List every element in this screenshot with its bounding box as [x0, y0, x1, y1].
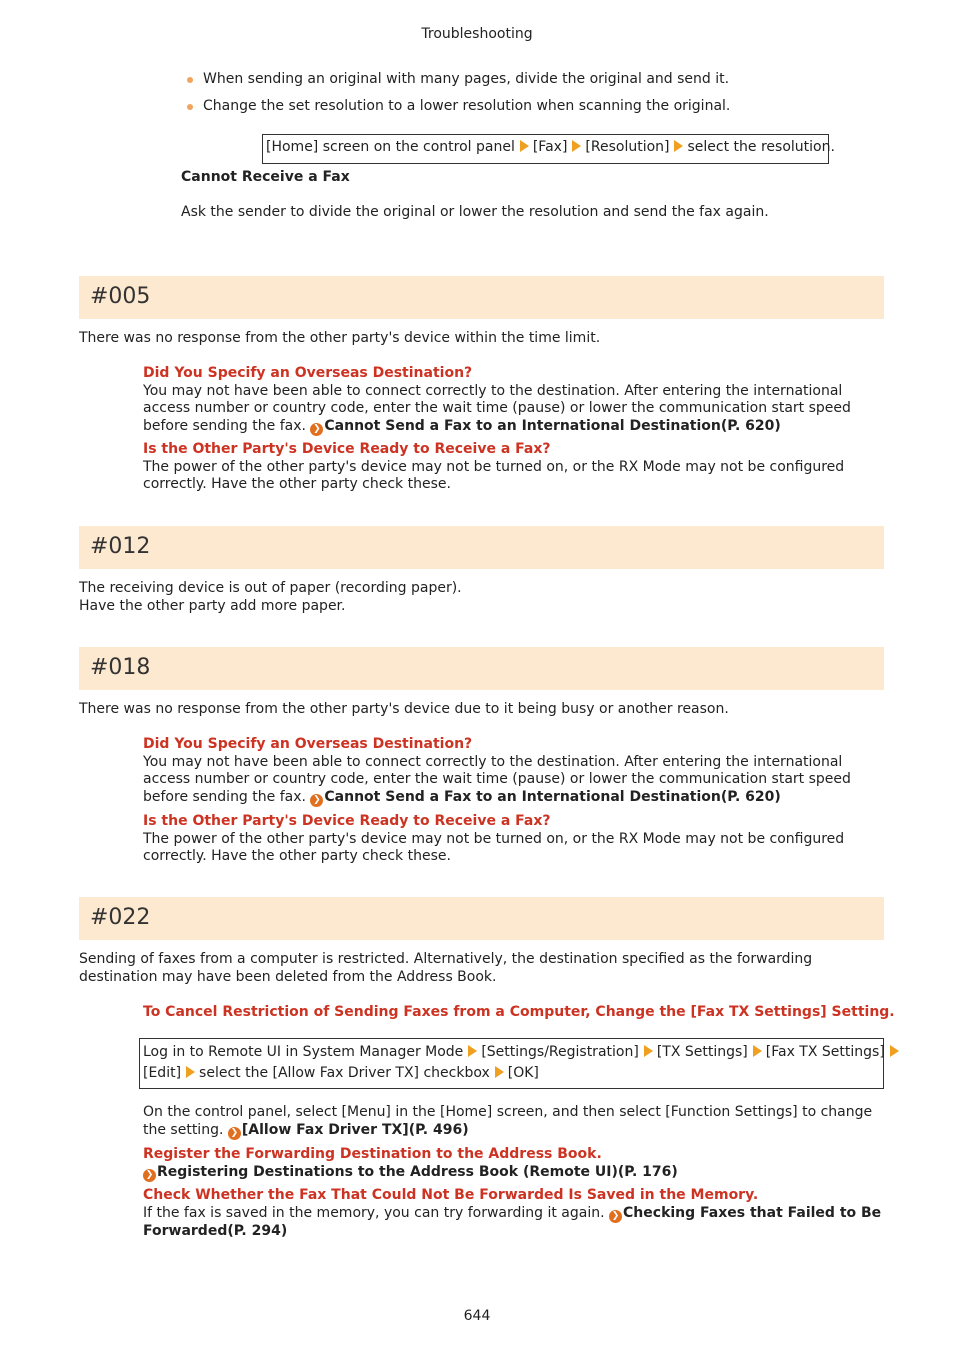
section-022-task-2: Register the Forwarding Destination to the Address Book. ❯ Registering Destinations to the Address Book (Remote UI)(P. 176): [143, 1146, 888, 1182]
bullet-dot-icon: [187, 104, 193, 110]
link-arrow-icon: ❯: [310, 794, 323, 807]
link-arrow-icon: ❯: [143, 1169, 156, 1182]
page-number: 644: [463, 1308, 491, 1324]
section-header-018: #018: [79, 647, 884, 690]
cross-reference-link[interactable]: ❯ Registering Destinations to the Address Book (Remote UI)(P. 176): [143, 1164, 888, 1182]
section-005-description: There was no response from the other party's device within the time limit.: [79, 330, 601, 346]
section-022-task-1-title: To Cancel Restriction of Sending Faxes from a Computer, Change the [Fax TX Settings] Setting.: [143, 1004, 895, 1020]
arrow-right-icon: [186, 1066, 195, 1078]
cross-reference-link[interactable]: ❯ Checking Faxes that Failed to Be Forwarded(P. 294): [143, 1204, 882, 1239]
section-022-task-1-text: On the control panel, select [Menu] in the [Home] screen, and then select [Function Settings] to change the setting. ❯ [Allow Fax Driver TX](P. 496): [143, 1104, 873, 1138]
section-018-description: There was no response from the other party's device due to it being busy or another reason.: [79, 701, 729, 717]
section-005-question-1: Did You Specify an Overseas Destination? You may not have been able to connect correctly to the destination. After entering the international access number or country code, enter the wait time (pause) or lower the communication start speed before sending the fax. ❯ Cannot Send a Fax to an International Destination(P. 620): [143, 365, 851, 434]
section-018-question-2: Is the Other Party's Device Ready to Receive a Fax? The power of the other party's device may not be turned on, or the RX Mode may not be configured correctly. Have the other party check these.: [143, 813, 845, 864]
link-arrow-icon: ❯: [228, 1127, 241, 1140]
arrow-right-icon: [674, 140, 683, 152]
resolution-path-box: [Home] screen on the control panel [Fax] [Resolution] select the resolution.: [262, 134, 829, 164]
section-header-022: #022: [79, 897, 884, 940]
section-022-description: Sending of faxes from a computer is restricted. Alternatively, the destination specified as the forwarding destination may have been deleted from the Address Book.: [79, 951, 813, 985]
link-arrow-icon: ❯: [310, 423, 323, 436]
cannot-receive-title: Cannot Receive a Fax: [181, 169, 350, 185]
arrow-right-icon: [468, 1045, 477, 1057]
remote-ui-path-box: Log in to Remote UI in System Manager Mode [Settings/Registration] [TX Settings] [Fax TX Settings] [Edit] select the [Allow Fax Driver TX] checkbox [OK]: [139, 1038, 884, 1089]
page-header: Troubleshooting: [421, 26, 533, 42]
arrow-right-icon: [753, 1045, 762, 1057]
cross-reference-link[interactable]: ❯ [Allow Fax Driver TX](P. 496): [228, 1122, 469, 1138]
section-012-description: The receiving device is out of paper (recording paper). Have the other party add more paper.: [79, 580, 462, 614]
bullet-dot-icon: [187, 77, 193, 83]
section-005-question-2: Is the Other Party's Device Ready to Receive a Fax? The power of the other party's device may not be turned on, or the RX Mode may not be configured correctly. Have the other party check these.: [143, 441, 845, 492]
cross-reference-link[interactable]: ❯ Cannot Send a Fax to an International Destination(P. 620): [310, 418, 780, 434]
cannot-receive-text: Ask the sender to divide the original or lower the resolution and send the fax again.: [181, 204, 769, 220]
section-018-question-1: Did You Specify an Overseas Destination? You may not have been able to connect correctly to the destination. After entering the international access number or country code, enter the wait time (pause) or lower the communication start speed before sending the fax. ❯ Cannot Send a Fax to an International Destination(P. 620): [143, 736, 851, 805]
section-022-task-3: Check Whether the Fax That Could Not Be Forwarded Is Saved in the Memory. If the fax is saved in the memory, you can try forwarding it again. ❯ Checking Faxes that Failed to Be Forwarded(P. 294): [143, 1187, 882, 1239]
section-header-005: #005: [79, 276, 884, 319]
link-arrow-icon: ❯: [609, 1210, 622, 1223]
arrow-right-icon: [644, 1045, 653, 1057]
cross-reference-link[interactable]: ❯ Cannot Send a Fax to an International Destination(P. 620): [310, 789, 780, 805]
arrow-right-icon: [520, 140, 529, 152]
arrow-right-icon: [572, 140, 581, 152]
arrow-right-icon: [890, 1045, 899, 1057]
section-header-012: #012: [79, 526, 884, 569]
arrow-right-icon: [495, 1066, 504, 1078]
